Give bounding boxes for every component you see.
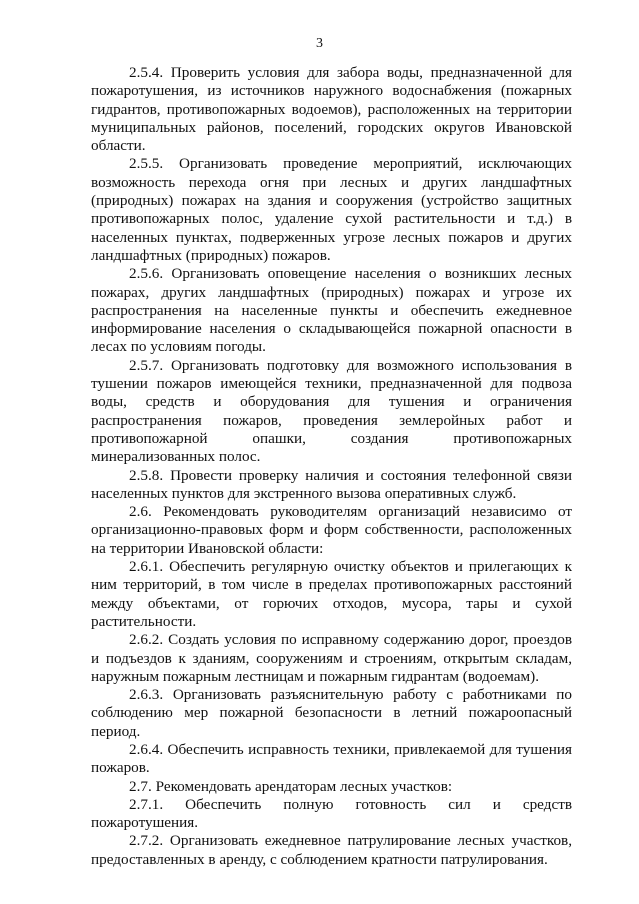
paragraph-2-7-1: 2.7.1. Обеспечить полную готовность сил и средств пожаротушения. (91, 795, 572, 832)
paragraph-2-5-4: 2.5.4. Проверить условия для забора воды, предназначенной для пожаротушения, из источников наружного водоснабжения (пожарных гидрантов, противопожарных водоемов), расположенных на территории муниципальных районов, поселений, городских округов Ивановской области. (91, 64, 572, 155)
page-number: 3 (316, 36, 323, 51)
paragraph-2-7-2: 2.7.2. Организовать ежедневное патрулирование лесных участков, предоставленных в аренду, с соблюдением кратности патрулирования. (91, 832, 572, 868)
paragraph-2-6-3: 2.6.3. Организовать разъяснительную работу с работниками по соблюдению мер пожарной безопасности в летний пожароопасный период. (91, 686, 572, 740)
paragraph-2-5-8: 2.5.8. Провести проверку наличия и состояния телефонной связи населенных пунктов для экстренного вызова оперативных служб. (91, 466, 572, 502)
document-body (91, 64, 572, 869)
paragraph-2-7: 2.7. Рекомендовать арендаторам лесных участков: (129, 777, 453, 795)
paragraph-2-5-7: 2.5.7. Организовать подготовку для возможного использования в тушении пожаров имеющейся техники, предназначенной для подвоза воды, средств и оборудования для тушения и ограничения распространения пожаров, проведения землеройных работ и противопожарной опашки, создания противопожарных минерализованных полос. (91, 356, 572, 466)
paragraph-2-6: 2.6. Рекомендовать руководителям организаций независимо от организационно-правовых форм и форм собственности, расположенных на территории Ивановской области: (91, 503, 572, 557)
paragraph-2-5-5: 2.5.5. Организовать проведение мероприятий, исключающих возможность перехода огня при лесных и других ландшафтных (природных) пожарах на здания и сооружения (устройство защитных противопожарных полос, удаление сухой растительности и т.д.) в населенных пунктах, подверженных угрозе лесных пожаров и других ландшафтных (природных) пожаров. (91, 155, 572, 264)
paragraph-2-6-4: 2.6.4. Обеспечить исправность техники, привлекаемой для тушения пожаров. (91, 740, 572, 777)
paragraph-2-5-6: 2.5.6. Организовать оповещение населения о возникших лесных пожарах, других ландшафтных (природных) пожарах и угрозе их распространения на населенные пункты и обеспечить ежедневное информирование населения о складывающейся пожарной опасности в лесах по условиям погоды. (91, 265, 572, 356)
paragraph-2-6-1: 2.6.1. Обеспечить регулярную очистку объектов и прилегающих к ним территорий, в том числе в пределах противопожарных расстояний между объектами, от горючих отходов, мусора, тары и сухой растительности. (91, 558, 572, 630)
paragraph-2-6-2: 2.6.2. Создать условия по исправному содержанию дорог, проездов и подъездов к зданиям, сооружениям и строениям, открытым складам, наружным пожарным лестницам и пожарным гидрантам (водоемам). (91, 631, 572, 685)
